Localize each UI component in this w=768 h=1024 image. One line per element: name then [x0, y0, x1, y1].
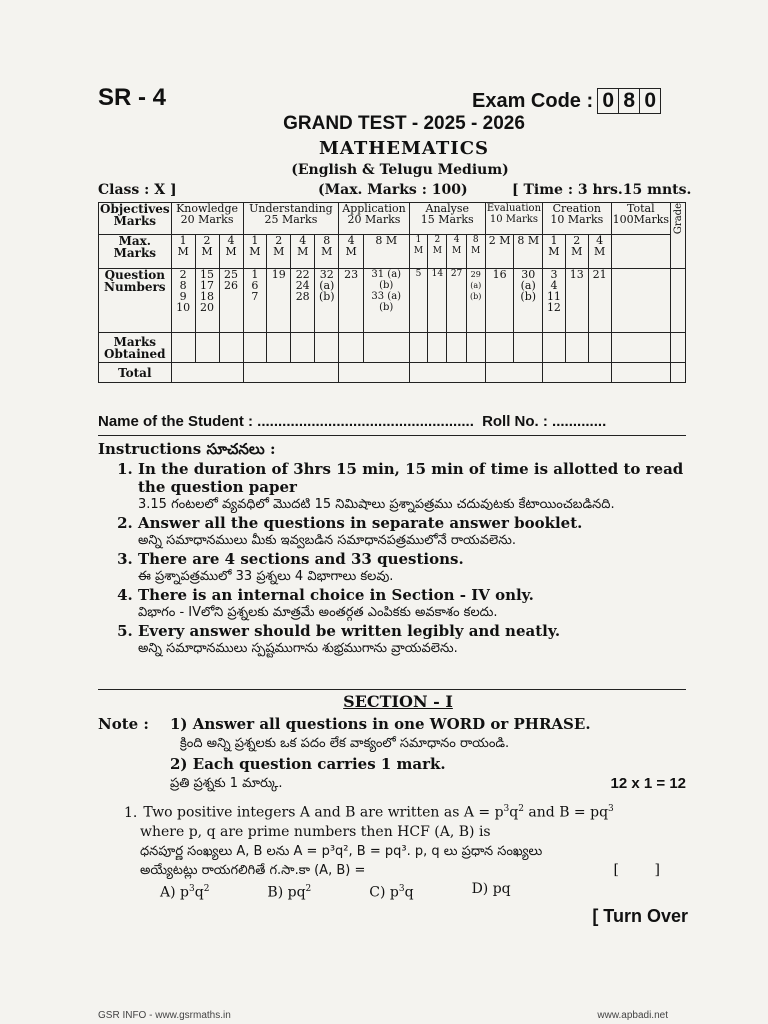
option-c: C) $p^3q$ [369, 883, 414, 901]
group-marks: 25 Marks [264, 213, 318, 226]
question-text: where p, q are prime numbers then HCF (A, B) is [140, 823, 491, 840]
mark-cell: 2 M [428, 235, 447, 269]
group-header [339, 203, 409, 235]
mark-cell: 8 M [466, 235, 485, 269]
question-numbers-header: Question Numbers [99, 269, 172, 333]
qnum-cell: 32 (a) (b) [315, 269, 339, 333]
instruction-item: 1. In the duration of 3hrs 15 min, 15 min of time is allotted to read the question paper 3.15 గంటలలో వ్యవధిలో మొదటి 15 నిమిషాలు ప్రశ్నాపత్రము చదువుటకు కేటాయించబడినది. [138, 460, 698, 514]
qnum-cell: 29 (a) (b) [466, 269, 485, 333]
note-2-telugu: ప్రతి ప్రశ్నకు 1 మార్కు. [170, 776, 283, 791]
time-label: [ Time : 3 hrs.15 mnts. [512, 182, 692, 198]
qnum-cell: 5 [409, 269, 428, 333]
qnum-cell: 2 8 9 10 [171, 269, 195, 333]
exam-code-digit: 0 [598, 89, 619, 113]
blueprint-table [98, 202, 686, 383]
option-d: D) pq [471, 880, 511, 897]
instructions [98, 440, 698, 658]
total-row-header: Total [99, 363, 172, 383]
question-numbers-row [99, 269, 686, 333]
max-marks-row [99, 235, 686, 269]
mark-cell: 1 M [171, 235, 195, 269]
note-label: Note : [98, 715, 149, 733]
marks-calculation: 12 x 1 = 12 [610, 775, 686, 792]
question-text-telugu: ధనపూర్ణ సంఖ్యలు A, B లను A = p³q², B = pq³. p, q లు ప్రధాన సంఖ్యలు [140, 843, 543, 859]
instruction-item: 4. There is an internal choice in Section - IV only. విభాగం - IVలోని ప్రశ్నలకు మాత్రమే అంతర్గత ఎంపికకు అవకాశం కలదు. [138, 586, 698, 622]
qnum-cell: 30 (a) (b) [514, 269, 543, 333]
medium-title: (English & Telugu Medium) [291, 162, 509, 178]
question-text: and B = pq [528, 804, 609, 821]
exam-code [472, 88, 661, 114]
group-marks: 10 Marks [489, 214, 538, 225]
total-row [99, 363, 686, 383]
objectives-header: Objectives Marks [99, 203, 172, 235]
group-header [409, 203, 485, 235]
group-header [171, 203, 243, 235]
divider [98, 689, 686, 690]
section-note [98, 714, 698, 794]
note-1-telugu: క్రింది అన్ని ప్రశ్నలకు ఒక పదం లేక వాక్యంలో సమాధానం రాయండి. [180, 736, 510, 751]
mark-cell: 8 M [363, 235, 409, 269]
option-a: A) $p^3q^2$ [160, 883, 210, 901]
qnum-cell: 13 [565, 269, 588, 333]
mark-cell: 1 M [409, 235, 428, 269]
note-1: 1) Answer all questions in one WORD or PHRASE. [170, 715, 591, 733]
group-name: Creation [552, 202, 602, 215]
group-name: Application [342, 202, 406, 215]
group-marks: 10 Marks [550, 213, 604, 226]
mark-cell: 2 M [195, 235, 219, 269]
options [160, 880, 700, 903]
total-cell [611, 235, 670, 269]
marks-obtained-row [99, 333, 686, 363]
qnum-cell: 15 17 18 20 [195, 269, 219, 333]
paper-code: SR - 4 [98, 84, 167, 111]
qnum-cell: 16 [485, 269, 514, 333]
max-marks-label: (Max. Marks : 100) [318, 182, 468, 198]
mark-cell: 2 M [485, 235, 514, 269]
footer-right: www.apbadi.net [597, 1010, 668, 1021]
grade-header [671, 203, 686, 269]
group-header [485, 203, 542, 235]
student-info-line [98, 413, 686, 430]
max-marks-header: Max. Marks [99, 235, 172, 269]
qnum-cell: 23 [339, 269, 363, 333]
class-label: Class : X ] [98, 182, 177, 198]
group-marks: 15 Marks [420, 213, 474, 226]
mark-cell: 1 M [243, 235, 267, 269]
group-header [243, 203, 339, 235]
group-name: Evaluation [486, 203, 542, 214]
qnum-cell: 25 26 [219, 269, 243, 333]
total-cell [611, 269, 670, 333]
instruction-item: 5. Every answer should be written legibly and neatly. అన్ని సమాధానములు స్పష్టముగాను శుభ్రముగాను వ్రాయవలెను. [138, 622, 698, 658]
divider [98, 435, 686, 436]
instructions-heading: Instructions సూచనలు : [98, 440, 276, 458]
section-title: SECTION - I [343, 692, 453, 711]
question-number: 1. [124, 804, 138, 821]
group-name: Understanding [249, 202, 333, 215]
mark-cell: 8 M [315, 235, 339, 269]
mark-cell: 2 M [267, 235, 291, 269]
marks-obtained-header: Marks Obtained [99, 333, 172, 363]
mark-cell: 1 M [543, 235, 566, 269]
option-b: B) $pq^2$ [267, 883, 312, 901]
qnum-cell: 27 [447, 269, 466, 333]
roll-number-label: Roll No. : ............. [482, 413, 607, 430]
mark-cell: 2 M [565, 235, 588, 269]
qnum-cell: 3 4 11 12 [543, 269, 566, 333]
total-header: Total 100Marks [611, 203, 670, 235]
qnum-cell: 1 6 7 [243, 269, 267, 333]
group-marks: 20 Marks [180, 213, 234, 226]
group-name: Knowledge [176, 202, 239, 215]
mark-cell: 4 M [291, 235, 315, 269]
qnum-cell: 14 [428, 269, 447, 333]
subject-title: MATHEMATICS [318, 138, 490, 159]
qnum-cell: 21 [588, 269, 611, 333]
group-marks: 20 Marks [347, 213, 401, 226]
test-title: GRAND TEST - 2025 - 2026 [283, 113, 525, 134]
footer-left: GSR INFO - www.gsrmaths.in [98, 1010, 231, 1021]
question-text: Two positive integers A and B are written as A = p [143, 804, 504, 821]
note-2: 2) Each question carries 1 mark. [170, 755, 446, 773]
turn-over-label: [ Turn Over [592, 906, 688, 926]
mark-cell: 4 M [447, 235, 466, 269]
mark-cell: 4 M [588, 235, 611, 269]
mark-cell: 4 M [219, 235, 243, 269]
group-header [543, 203, 612, 235]
instruction-item: 2. Answer all the questions in separate answer booklet. అన్ని సమాధానములు మీకు ఇవ్వబడిన సమాధానపత్రములోనే రాయవలెను. [138, 514, 698, 550]
mark-cell: 8 M [514, 235, 543, 269]
question-1: 1. Two positive integers A and B are written as $A = p^3q^2$ and $B = pq^3$ where p, q are prime numbers then HCF (A, B) is ధనపూర్ణ సంఖ్యలు A, B లను A = p³q², B = pq³. p, q లు ప్రధాన సంఖ్యలు అయ్యేటట్లు రాయగలిగితే గ.సా.కా (A, B) = [ ] A) $p^3q^2$ B) $pq^2$ C) $p^3q$ D) pq [140, 800, 700, 902]
group-name: Analyse [425, 202, 469, 215]
exam-code-box [597, 88, 661, 114]
question-text-telugu: అయ్యేటట్లు రాయగలిగితే గ.సా.కా (A, B) = [140, 862, 366, 878]
qnum-cell: 22 24 28 [291, 269, 315, 333]
student-name-label: Name of the Student : .................................................... [98, 413, 474, 430]
answer-bracket[interactable]: [ ] [613, 861, 660, 878]
grade-label: Grade [672, 203, 684, 235]
mark-cell: 4 M [339, 235, 363, 269]
exam-code-label: Exam Code : [472, 89, 594, 112]
qnum-cell: 31 (a)(b) 33 (a)(b) [363, 269, 409, 333]
exam-code-digit: 0 [644, 89, 656, 112]
exam-code-digit: 8 [619, 89, 640, 113]
instruction-item: 3. There are 4 sections and 33 questions. ఈ ప్రశ్నాపత్రములో 33 ప్రశ్నలు 4 విభాగాలు కలవు. [138, 550, 698, 586]
grade-cell [671, 269, 686, 333]
qnum-cell: 19 [267, 269, 291, 333]
